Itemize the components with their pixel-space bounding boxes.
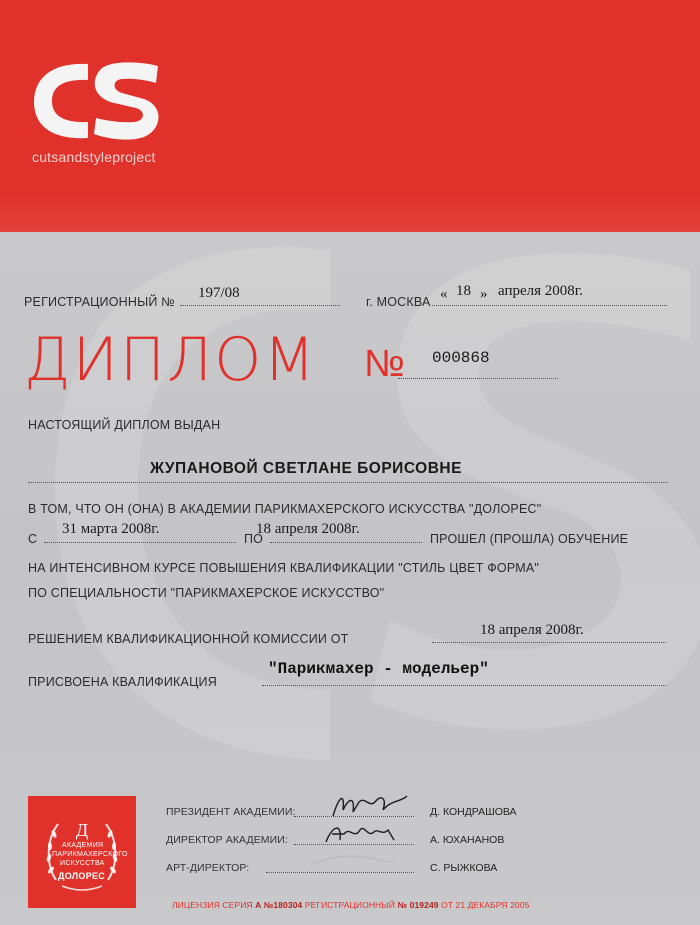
commission-date: 18 апреля 2008г. — [480, 622, 584, 638]
to-label: ПО — [244, 532, 264, 546]
number-sign: № — [364, 343, 405, 385]
license-reg-number: № 019249 — [397, 900, 439, 910]
recipient-name: ЖУПАНОВОЙ СВЕТЛАНЕ БОРИСОВНЕ — [150, 460, 462, 477]
signature-role-art-director: АРТ-ДИРЕКТОР: — [166, 862, 250, 874]
registration-line — [180, 305, 340, 306]
qualification-value: "Парикмахер - модельер" — [268, 660, 489, 678]
license-mid: РЕГИСТРАЦИОННЫЙ — [304, 900, 396, 910]
from-label: С — [28, 532, 38, 546]
course-line: НА ИНТЕНСИВНОМ КУРСЕ ПОВЫШЕНИЯ КВАЛИФИКАЦИИ "СТИЛЬ ЦВЕТ ФОРМА" — [28, 561, 540, 575]
academy-line: В ТОМ, ЧТО ОН (ОНА) В АКАДЕМИИ ПАРИКМАХЕРСКОГО ИСКУССТВА "ДОЛОРЕС" — [28, 502, 542, 516]
to-line — [270, 542, 422, 543]
license-prefix: ЛИЦЕНЗИЯ СЕРИЯ — [172, 900, 253, 910]
qualification-label: ПРИСВОЕНА КВАЛИФИКАЦИЯ — [28, 675, 217, 689]
signature-director — [320, 816, 410, 850]
date-quote-close: » — [480, 286, 488, 302]
date-day: 18 — [456, 283, 471, 299]
emblem-line-1: АКАДЕМИЯ — [62, 842, 104, 849]
svg-text:Д: Д — [75, 820, 89, 840]
signature-role-president: ПРЕЗИДЕНТ АКАДЕМИИ: — [166, 806, 296, 818]
date-quote-open: « — [440, 286, 448, 302]
signature-role-director: ДИРЕКТОР АКАДЕМИИ: — [166, 834, 288, 846]
license-suffix: ОТ 21 ДЕКАБРЯ 2005 — [441, 900, 530, 910]
signature-name-art-director: С. РЫЖКОВА — [430, 862, 498, 874]
license-series: А №180304 — [255, 900, 303, 910]
signature-name-director: А. ЮХАНАНОВ — [430, 834, 505, 846]
brand-subtitle: cutsandstyleproject — [32, 149, 156, 165]
date-line — [432, 305, 667, 306]
to-date: 18 апреля 2008г. — [256, 521, 360, 537]
emblem-line-2: ПАРИКМАХЕРСКОГО — [52, 851, 128, 858]
academy-emblem — [28, 796, 136, 908]
cs-logo-icon — [30, 58, 165, 143]
registration-number: 197/08 — [198, 285, 240, 301]
diploma-title: ДИПЛОМ — [24, 325, 318, 395]
from-line — [44, 542, 236, 543]
issued-label: НАСТОЯЩИЙ ДИПЛОМ ВЫДАН — [28, 418, 221, 432]
specialty-line: ПО СПЕЦИАЛЬНОСТИ "ПАРИКМАХЕРСКОЕ ИСКУССТВО" — [28, 586, 385, 600]
number-line — [398, 378, 558, 379]
signature-art-director — [300, 846, 400, 876]
qualification-line — [262, 685, 666, 686]
license-footer — [172, 900, 529, 910]
city-label: г. МОСКВА — [366, 295, 431, 309]
commission-line — [432, 642, 666, 643]
from-date: 31 марта 2008г. — [62, 521, 160, 537]
commission-label: РЕШЕНИЕМ КВАЛИФИКАЦИОННОЙ КОМИССИИ ОТ — [28, 632, 349, 646]
emblem-line-4: ДОЛОРЕС — [58, 871, 106, 881]
signature-name-president: Д. КОНДРАШОВА — [430, 806, 517, 818]
recipient-line — [28, 482, 668, 483]
registration-label: РЕГИСТРАЦИОННЫЙ № — [24, 295, 175, 309]
date-month-year: апреля 2008г. — [498, 283, 583, 299]
emblem-line-3: ИСКУССТВА — [60, 860, 105, 867]
completed-label: ПРОШЕЛ (ПРОШЛА) ОБУЧЕНИЕ — [430, 532, 629, 546]
diploma-number: 000868 — [432, 349, 490, 367]
